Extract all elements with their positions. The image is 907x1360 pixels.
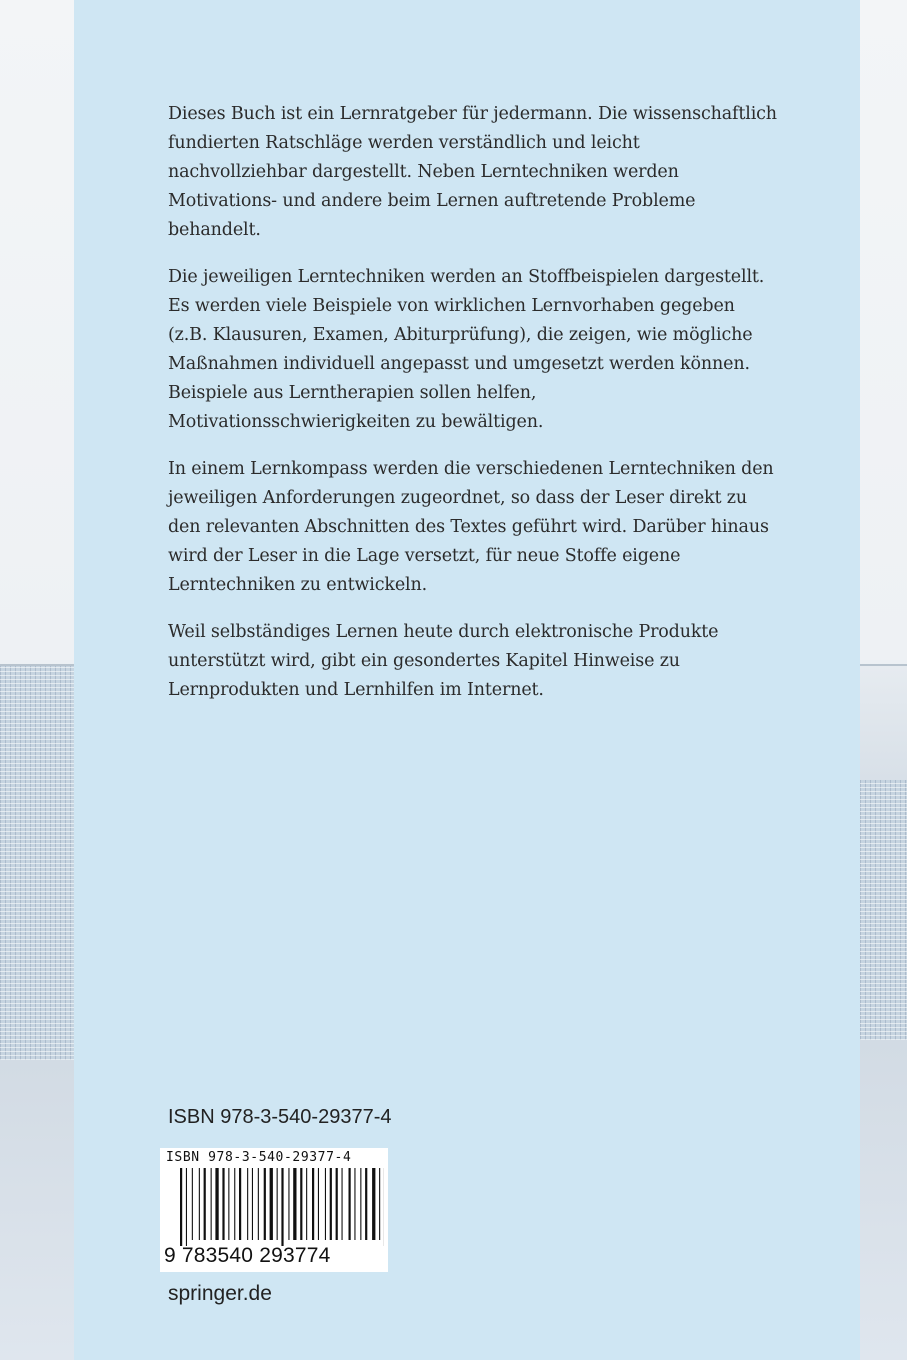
- barcode-bar: [318, 1168, 319, 1240]
- barcode-bar: [349, 1168, 351, 1240]
- barcode-bar: [222, 1168, 224, 1240]
- barcode-bar: [312, 1168, 314, 1240]
- barcode-bar: [288, 1168, 289, 1240]
- barcode-bar: [360, 1168, 361, 1240]
- barcode-number: 9 783540 293774: [164, 1244, 331, 1267]
- roof-slab: [860, 666, 907, 780]
- barcode-bar: [192, 1168, 193, 1240]
- barcode-bar: [372, 1168, 375, 1240]
- barcode-isbn-text: ISBN 978-3-540-29377-4: [166, 1150, 352, 1165]
- isbn-barcode: [160, 1148, 388, 1272]
- barcode-bar: [180, 1168, 182, 1246]
- publisher-website: springer.de: [168, 1282, 272, 1305]
- barcode-bar: [270, 1168, 273, 1240]
- barcode-bar: [342, 1168, 343, 1240]
- blurb-paragraph-2: Die jeweiligen Lerntechniken werden an Stoffbeispielen dargestellt. Es werden viele Beispiele von wirklichen Lernvorhaben gegeben (z.B. Klausuren, Examen, Abiturprüfung), die zeigen, wie mögliche Maßnahmen individuell angepasst und umgesetzt werden können. Beispiele aus Lerntherapien sollen helfen, Motivationsschwierigkeiten zu bewältigen.: [168, 267, 765, 432]
- barcode-bar: [252, 1168, 253, 1240]
- barcode-bar: [228, 1168, 229, 1240]
- isbn-label: ISBN 978-3-540-29377-4: [168, 1106, 392, 1128]
- background-photo-right: [860, 0, 907, 1360]
- barcode-bar: [239, 1168, 241, 1240]
- barcode-bar: [211, 1168, 212, 1240]
- blurb-paragraph-1: Dieses Buch ist ein Lernratgeber für jedermann. Die wissenschaftlich fundierten Ratschläge werden verständlich und leicht nachvollziehbar dargestellt. Neben Lerntechniken werden Motivations- und andere beim Lernen auftretende Probleme behandelt.: [168, 104, 777, 240]
- barcode-bar: [281, 1168, 283, 1246]
- barcode-bar: [186, 1168, 187, 1246]
- barcode-bar: [379, 1168, 380, 1240]
- barcode-bar: [365, 1168, 367, 1240]
- barcode-bar: [325, 1168, 326, 1240]
- barcode-bar: [247, 1168, 248, 1240]
- barcode-bars: [180, 1168, 384, 1246]
- floor-area: [860, 1040, 907, 1360]
- barcode-bar: [258, 1168, 259, 1240]
- barcode-bar: [264, 1168, 266, 1240]
- barcode-bar: [234, 1168, 235, 1240]
- barcode-bar: [306, 1168, 307, 1240]
- barcode-bar: [293, 1168, 296, 1240]
- background-photo-left: [0, 0, 74, 1360]
- blurb-paragraph-3: In einem Lernkompass werden die verschiedenen Lerntechniken den jeweiligen Anforderungen zugeordnet, so dass der Leser direkt zu den relevanten Abschnitten des Textes geführt wird. Darüber hinaus wird der Leser in die Lage versetzt, für neue Stoffe eigene Lerntechniken zu entwickeln.: [168, 459, 774, 595]
- barcode-bar: [199, 1168, 200, 1240]
- barcode-bar: [204, 1168, 206, 1240]
- barcode-bar: [336, 1168, 338, 1240]
- floor-area: [0, 1060, 74, 1360]
- barcode-bar: [354, 1168, 355, 1240]
- blurb-paragraph-4: Weil selbständiges Lernen heute durch elektronische Produkte unterstützt wird, gibt ein gesondertes Kapitel Hinweise zu Lernprodukten und Lernhilfen im Internet.: [168, 622, 719, 700]
- barcode-bar: [277, 1168, 278, 1240]
- barcode-bar: [300, 1168, 302, 1240]
- barcode-bar: [215, 1168, 218, 1240]
- book-blurb: [168, 100, 778, 723]
- back-cover-panel: [74, 0, 860, 1360]
- barcode-bar: [330, 1168, 332, 1240]
